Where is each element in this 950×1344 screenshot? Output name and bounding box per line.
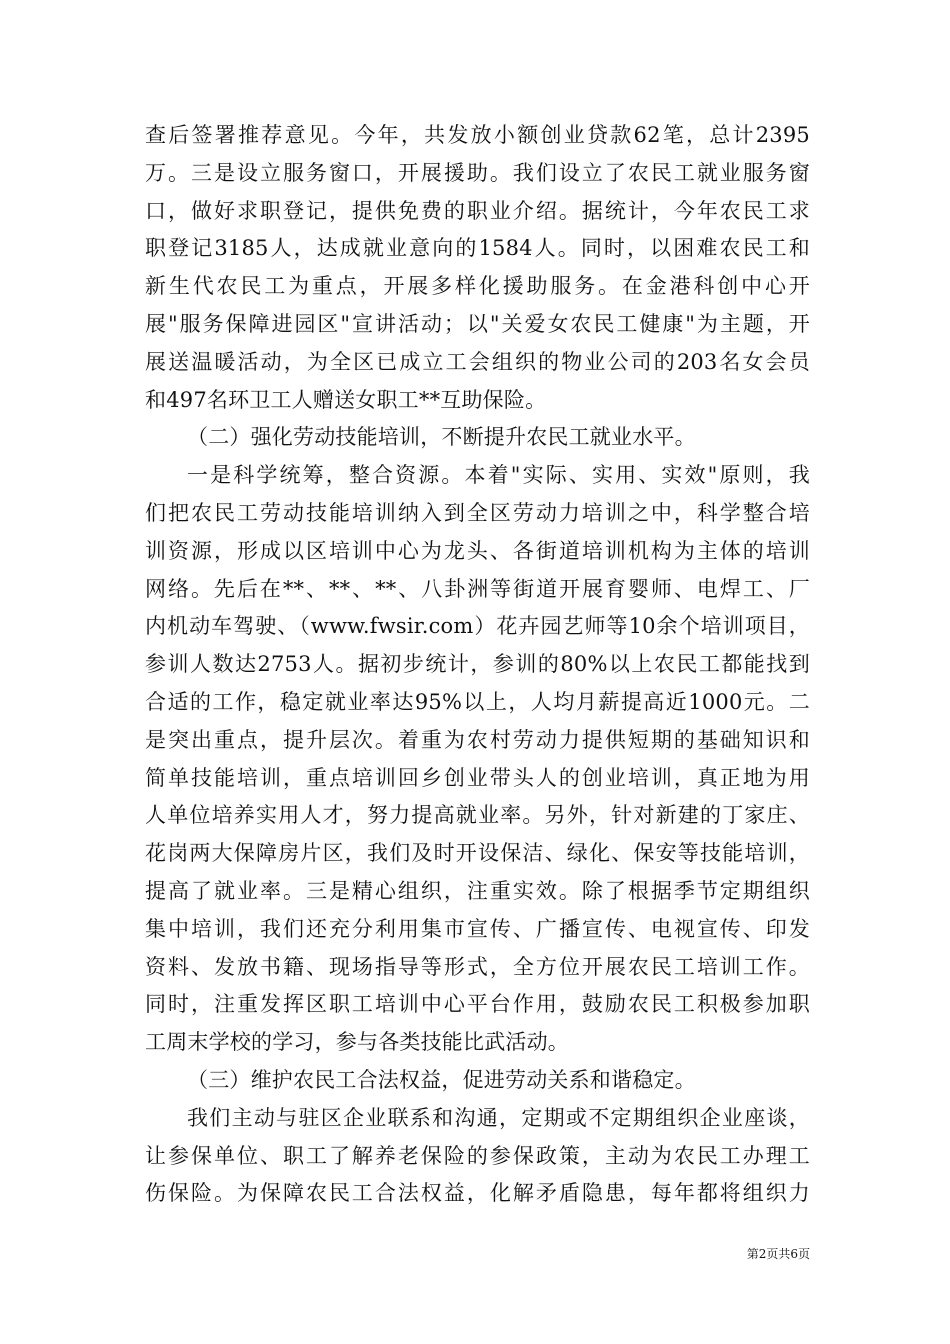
text-line: 简单技能培训，重点培训回乡创业带头人的创业培训，真正地为用 xyxy=(145,765,810,790)
text-line: 职登记3185人，达成就业意向的1584人。同时，以困难农民工和 xyxy=(145,236,810,261)
page-number-footer: 第2页共6页 xyxy=(746,1247,810,1261)
text-line: （二）强化劳动技能培训，不断提升农民工就业水平。 xyxy=(187,425,696,450)
text-line: 伤保险。为保障农民工合法权益，化解矛盾隐患，每年都将组织力 xyxy=(145,1181,810,1206)
text-line: 是突出重点，提升层次。着重为农村劳动力提供短期的基础知识和 xyxy=(145,727,810,752)
text-line: 网络。先后在**、**、**、八卦洲等街道开展育婴师、电焊工、厂 xyxy=(145,576,810,601)
body-text xyxy=(145,117,810,1213)
text-line: 万。三是设立服务窗口，开展援助。我们设立了农民工就业服务窗 xyxy=(145,160,810,185)
text-line: 工周末学校的学习，参与各类技能比武活动。 xyxy=(145,1030,569,1055)
text-line: 集中培训，我们还充分利用集市宣传、广播宣传、电视宣传、印发 xyxy=(145,916,810,941)
text-line: 口，做好求职登记，提供免费的职业介绍。据统计，今年农民工求 xyxy=(145,198,810,223)
text-line: 展送温暖活动，为全区已成立工会组织的物业公司的203名女会员 xyxy=(145,349,810,374)
text-line: 资料、发放书籍、现场指导等形式，全方位开展农民工培训工作。 xyxy=(145,954,810,979)
text-line: 一是科学统筹，整合资源。本着"实际、实用、实效"原则，我 xyxy=(187,463,810,488)
text-line: 训资源，形成以区培训中心为龙头、各街道培训机构为主体的培训 xyxy=(145,538,810,563)
text-line: 参训人数达2753人。据初步统计，参训的80%以上农民工都能找到 xyxy=(145,652,810,677)
text-line: 让参保单位、职工了解养老保险的参保政策，主动为农民工办理工 xyxy=(145,1143,810,1168)
text-line: 花岗两大保障房片区，我们及时开设保洁、绿化、保安等技能培训， xyxy=(145,841,810,866)
text-line: 查后签署推荐意见。今年，共发放小额创业贷款62笔，总计2395 xyxy=(145,123,810,147)
text-line: 新生代农民工为重点，开展多样化援助服务。在金港科创中心开 xyxy=(145,274,810,299)
text-line: 们把农民工劳动技能培训纳入到全区劳动力培训之中，科学整合培 xyxy=(145,500,810,525)
text-line: 内机动车驾驶、（www.fwsir.com）花卉园艺师等10余个培训项目， xyxy=(145,614,810,639)
text-line: 我们主动与驻区企业联系和沟通，定期或不定期组织企业座谈， xyxy=(187,1105,810,1130)
text-line: 提高了就业率。三是精心组织，注重实效。除了根据季节定期组织 xyxy=(145,878,810,903)
text-line: （三）维护农民工合法权益，促进劳动关系和谐稳定。 xyxy=(187,1067,696,1092)
text-line: 人单位培养实用人才，努力提高就业率。另外，针对新建的丁家庄、 xyxy=(145,803,810,828)
text-line: 和497名环卫工人赠送女职工**互助保险。 xyxy=(145,387,547,412)
text-line: 同时，注重发挥区职工培训中心平台作用，鼓励农民工积极参加职 xyxy=(145,992,810,1017)
text-line: 展"服务保障进园区"宣讲活动；以"关爱女农民工健康"为主题，开 xyxy=(145,311,810,336)
text-line: 合适的工作，稳定就业率达95%以上，人均月薪提高近1000元。二 xyxy=(145,689,810,714)
